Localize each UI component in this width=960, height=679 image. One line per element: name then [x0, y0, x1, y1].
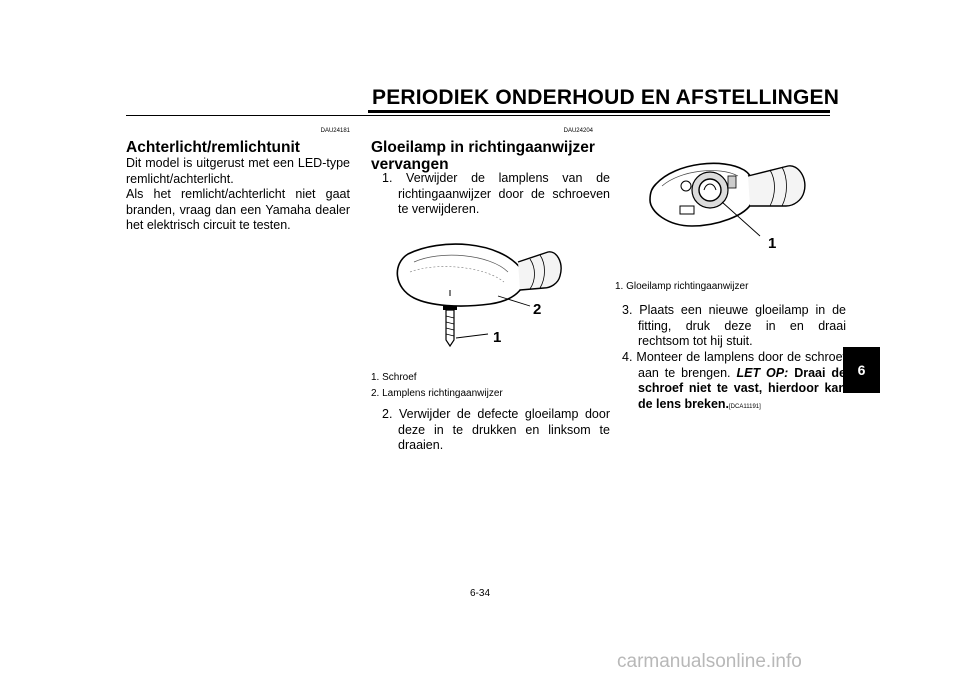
figure-caption [371, 370, 596, 402]
turn-signal-lens-figure [380, 232, 580, 362]
callout-label: 2 [533, 301, 542, 318]
header-rule-thin [126, 115, 830, 116]
heading-line: Gloeilamp in richtingaanwijzer [371, 139, 595, 156]
header-rule-thick [368, 110, 830, 113]
caution-label: LET OP: [736, 365, 789, 380]
caution-code: [DCA11191] [729, 403, 761, 410]
figure-caption: 1. Gloeilamp richtingaanwijzer [615, 281, 749, 292]
callout-label: 1 [493, 329, 502, 346]
chapter-tab: 6 [843, 347, 880, 393]
page-number: 6-34 [469, 588, 490, 599]
step-4 [622, 350, 846, 415]
step-4-text: 4. Monteer de lamplens door de schroef aan te brengen. [622, 350, 846, 380]
page-header-title: PERIODIEK ONDERHOUD EN AFSTELLINGEN [372, 86, 840, 109]
watermark: carmanualsonline.info [617, 651, 802, 672]
caution-text: Draai de schroef niet te vast, hierdoor kan de lens breken. [638, 365, 846, 411]
step-2: 2. Verwijder de defecte gloeilamp door deze in te drukken en linksom te draaien. [382, 407, 610, 453]
caption-line: 1. Schroef [371, 372, 417, 383]
section-code: DAU24181 [320, 128, 350, 134]
paragraph: Dit model is uitgerust met een LED-type remlicht/achterlicht. [126, 156, 350, 186]
callout-label: 1 [768, 235, 777, 252]
section-heading: Achterlicht/remlichtunit [126, 139, 300, 156]
caption-line: 2. Lamplens richtingaanwijzer [371, 388, 503, 399]
turn-signal-bulb-figure [636, 150, 826, 260]
heading-line: vervangen [371, 156, 449, 173]
paragraph: Als het remlicht/achterlicht niet gaat branden, vraag dan een Yamaha dealer het elektrisch circuit te testen. [126, 187, 350, 233]
step-3: 3. Plaats een nieuwe gloeilamp in de fitting, druk deze in en draai rechtsom tot hij stuit. [622, 303, 846, 349]
section-code: DAU24204 [563, 128, 593, 134]
section-heading [371, 139, 601, 173]
step-1: 1. Verwijder de lamplens van de richtingaanwijzer door de schroeven te verwijderen. [382, 171, 610, 217]
